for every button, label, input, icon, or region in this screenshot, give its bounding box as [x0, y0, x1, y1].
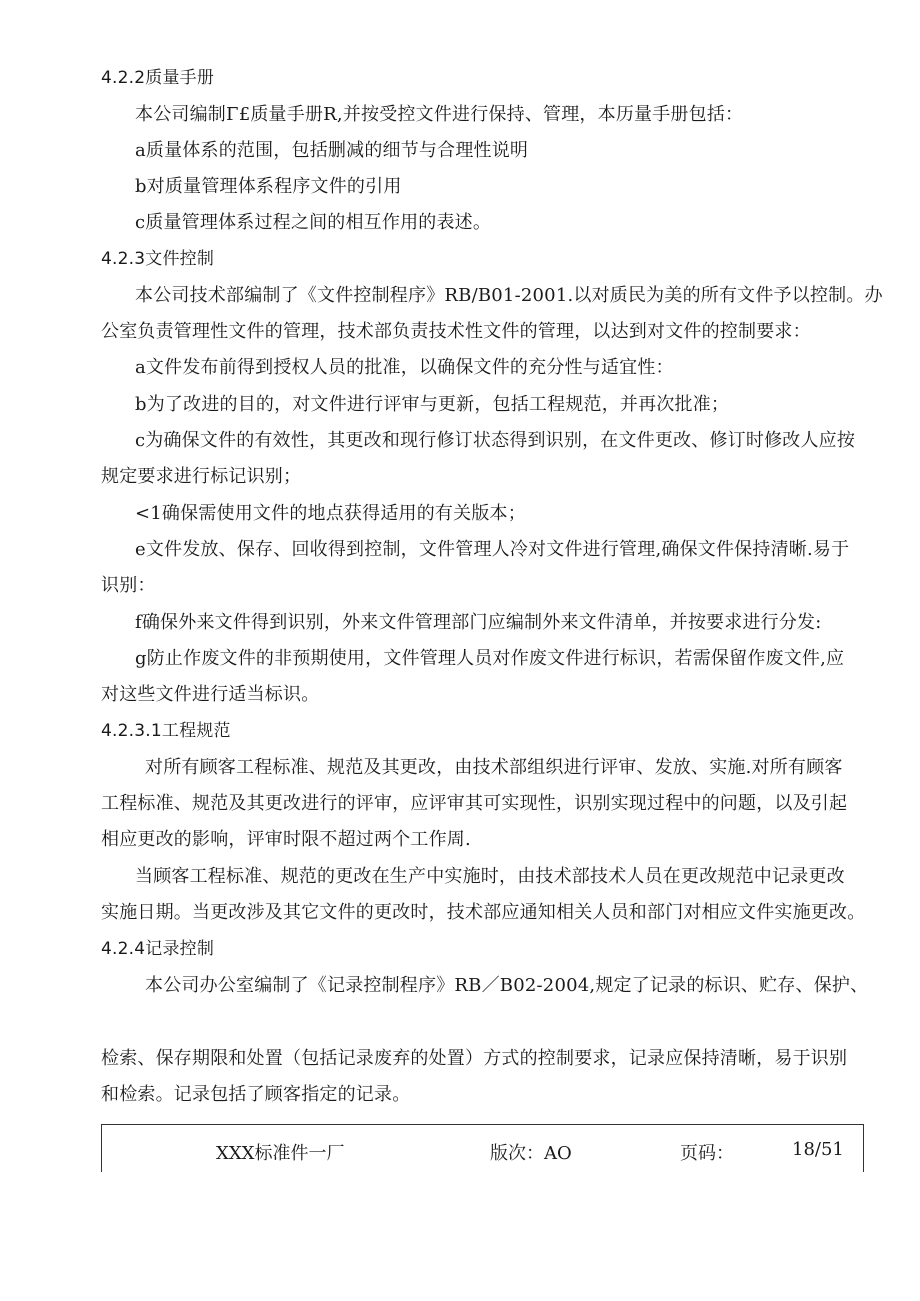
paragraph-line: 对这些文件进行适当标识。 — [101, 684, 320, 705]
list-item-d: <1确保需使用文件的地点获得适用的有关版本； — [135, 503, 526, 524]
footer-page-number: 18/51 — [792, 1139, 844, 1160]
section-heading-4-2-3-1: 4.2.3.1工程规范 — [101, 721, 231, 741]
paragraph-line: 检索、保存期限和处置（包括记录废弃的处置）方式的控制要求，记录应保持清晰，易于识别 — [101, 1048, 848, 1069]
paragraph-line: 当顾客工程标准、规范的更改在生产中实施时，由技术部技术人员在更改规范中记录更改 — [135, 866, 845, 887]
footer-version: 版次：AO — [490, 1143, 572, 1164]
list-item-a: a质量体系的范围，包括删减的细节与合理性说明 — [135, 140, 529, 161]
page-footer — [101, 1124, 864, 1172]
paragraph-line: 规定要求进行标记识别； — [101, 466, 302, 487]
list-item-b: b为了改进的目的，对文件进行评审与更新，包括工程规范，并再次批准； — [135, 394, 730, 415]
paragraph-line: 本公司办公室编制了《记录控制程序》RB／B02-2004,规定了记录的标识、贮存、保护、 — [145, 975, 869, 996]
list-item-b: b对质量管理体系程序文件的引用 — [135, 176, 402, 197]
section-heading-4-2-4: 4.2.4记录控制 — [101, 939, 215, 959]
list-item-f: f确保外来文件得到识别，外来文件管理部门应编制外来文件清单，并按要求进行分发: — [135, 612, 822, 633]
list-item-g: g防止作废文件的非预期使用，文件管理人员对作废文件进行标识，若需保留作废文件,应 — [135, 648, 845, 669]
footer-company: XXX标准件一厂 — [216, 1143, 345, 1164]
paragraph-line: 本公司编制Γ£质量手册R,并按受控文件进行保持、管理，本历量手册包括： — [135, 104, 744, 125]
paragraph-line: 相应更改的影响，评审时限不超过两个工作周. — [101, 829, 471, 850]
list-item-a: a文件发布前得到授权人员的批准，以确保文件的充分性与适宜性： — [135, 357, 674, 378]
paragraph-line: 实施日期。当更改涉及其它文件的更改时，技术部应通知相关人员和部门对相应文件实施更改。 — [101, 902, 866, 923]
paragraph-line: 工程标准、规范及其更改进行的评审，应评审其可实现性，识别实现过程中的问题，以及引起 — [101, 793, 848, 814]
paragraph-line: 识别： — [101, 575, 156, 596]
footer-page-label: 页码： — [680, 1143, 734, 1164]
paragraph-line: 和检索。记录包括了顾客指定的记录。 — [101, 1084, 411, 1105]
paragraph-line: 公室负责管理性文件的管理，技术部负责技术性文件的管理，以达到对文件的控制要求： — [101, 321, 811, 342]
section-heading-4-2-3: 4.2.3文件控制 — [101, 249, 215, 269]
list-item-e: e文件发放、保存、回收得到控制，文件管理人冷对文件进行管理,确保文件保持清晰.易于 — [135, 539, 850, 560]
list-item-c: c为确保文件的有效性，其更改和现行修订状态得到识别，在文件更改、修订时修改人应按 — [135, 430, 856, 451]
paragraph-line: 本公司技术部编制了《文件控制程序》RB/B01-2001.以对质民为美的所有文件予以控制。办 — [135, 285, 883, 306]
list-item-c: c质量管理体系过程之间的相互作用的表述。 — [135, 212, 492, 233]
section-heading-4-2-2: 4.2.2质量手册 — [101, 68, 215, 88]
paragraph-line: 对所有顾客工程标准、规范及其更改，由技术部组织进行评审、发放、实施.对所有顾客 — [145, 757, 843, 778]
